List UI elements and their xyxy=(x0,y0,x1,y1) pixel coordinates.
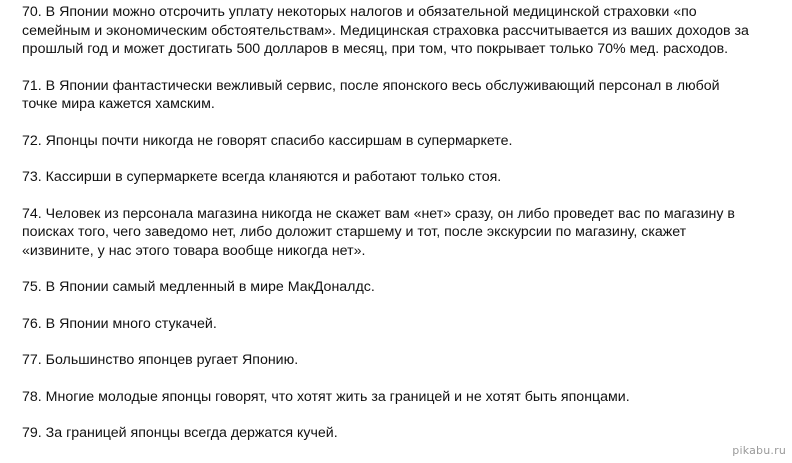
fact-line: 78. Многие молодые японцы говорят, что хотят жить за границей и не хотят быть японцами. xyxy=(22,388,630,405)
fact-line: 70. В Японии можно отсрочить уплату некоторых налогов и обязательной медицинской страховки «по xyxy=(22,4,697,20)
fact-79 xyxy=(22,424,782,443)
fact-line: 76. В Японии много стукачей. xyxy=(22,315,217,332)
fact-line: 72. Японцы почти никогда не говорят спасибо кассиршам в супермаркете. xyxy=(22,132,513,149)
fact-line: поисках того, чего заведомо нет, либо доложит старшему и тот, после экскурсии по магазину, скажет xyxy=(22,224,687,240)
fact-78 xyxy=(22,388,782,407)
fact-line: «извините, у нас этого товара вообще никогда нет». xyxy=(22,242,366,259)
fact-72 xyxy=(22,132,782,151)
fact-line: 71. В Японии фантастически вежливый сервис, после японского весь обслуживающий персонал в любой xyxy=(22,77,720,94)
fact-line: 73. Кассирши в супермаркете всегда кланяются и работают только стоя. xyxy=(22,169,502,185)
fact-line: семейным и экономическим обстоятельствам». Медицинская страховка рассчитывается из ваших доходов за xyxy=(22,22,749,39)
fact-line: 77. Большинство японцев ругает Японию. xyxy=(22,352,299,368)
fact-line: прошлый год и может достигать 500 долларов в месяц, при том, что покрывает только 70% мед. расходов. xyxy=(22,41,729,57)
document-body xyxy=(22,3,782,461)
site-watermark: pikabu.ru xyxy=(732,444,786,457)
fact-73 xyxy=(22,168,782,187)
fact-line: 79. За границей японцы всегда держатся кучей. xyxy=(22,425,338,441)
fact-71 xyxy=(22,77,782,114)
fact-line: 75. В Японии самый медленный в мире МакДоналдс. xyxy=(22,279,375,295)
fact-70 xyxy=(22,3,782,59)
fact-77 xyxy=(22,351,782,370)
facts-list xyxy=(22,3,782,443)
fact-76 xyxy=(22,315,782,334)
fact-75 xyxy=(22,278,782,297)
fact-74 xyxy=(22,205,782,261)
fact-line: точке мира кажется хамским. xyxy=(22,96,215,112)
fact-line: 74. Человек из персонала магазина никогда не скажет вам «нет» сразу, он либо проведет вас по магазину в xyxy=(22,205,735,222)
